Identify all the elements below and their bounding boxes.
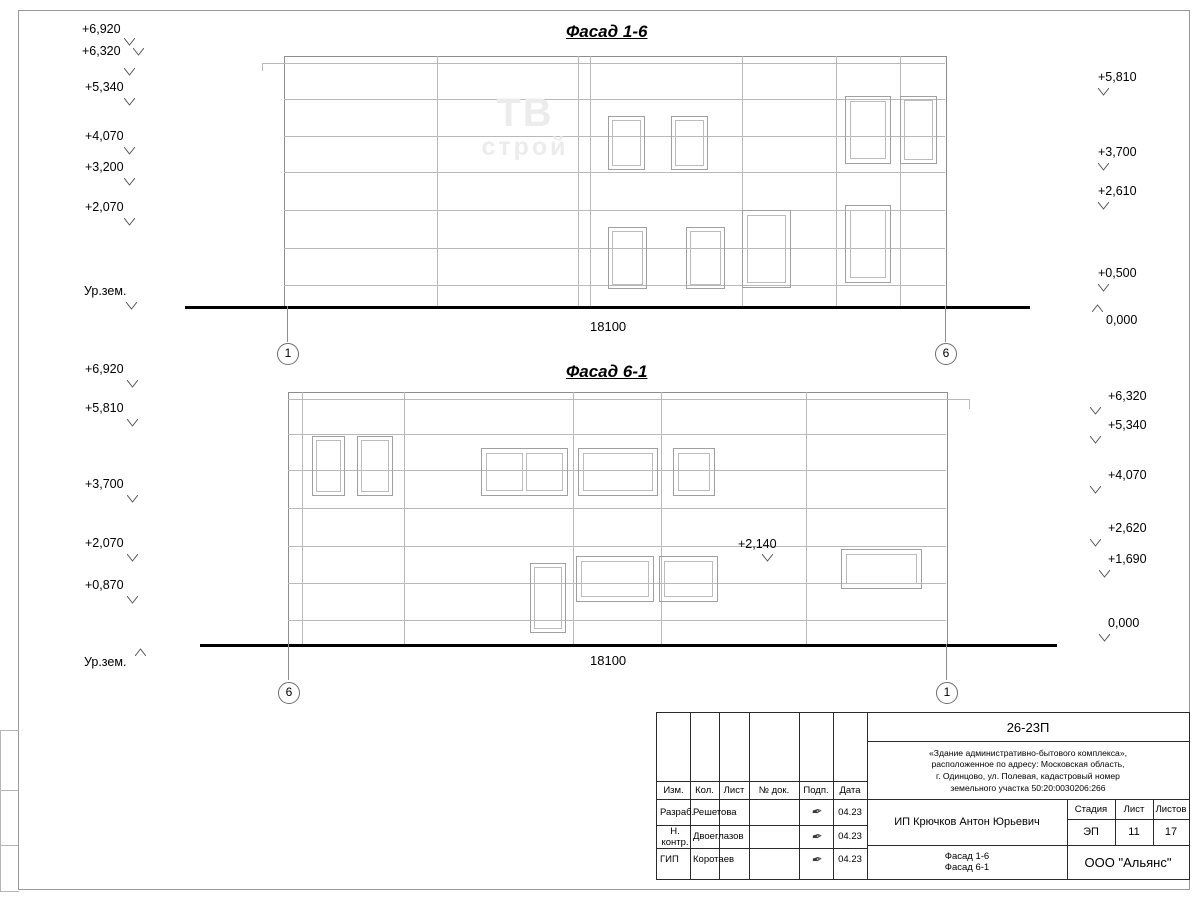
axis-marker: 6 <box>935 343 957 365</box>
window <box>659 556 718 602</box>
level-arrow-icon <box>133 48 144 56</box>
level-mark-right: +5,810 <box>1098 70 1137 84</box>
window-pane <box>361 440 389 492</box>
level-arrow-icon <box>762 554 773 562</box>
window-pane <box>581 561 649 597</box>
door-panel <box>612 231 643 285</box>
window-pane <box>675 120 704 166</box>
company-name: ООО "Альянс" <box>1084 854 1172 870</box>
stamp-col-kol: Кол. <box>695 784 714 796</box>
window <box>481 448 568 496</box>
level-arrow-icon <box>1098 202 1109 210</box>
window-pane <box>678 453 710 491</box>
stamp-role: Н. контр. <box>661 825 689 848</box>
level-arrow-icon <box>135 648 146 656</box>
level-mark-left: +2,070 <box>85 536 124 550</box>
level-mark-left: +5,810 <box>85 401 124 415</box>
level-mark-left: +6,920 <box>82 22 121 36</box>
inner-level-note: +2,140 <box>738 537 777 551</box>
ground-level-label: Ур.зем. <box>84 284 127 298</box>
door-panel <box>534 567 562 629</box>
list-label: Лист <box>1123 803 1145 815</box>
level-arrow-icon <box>124 98 135 106</box>
axis-marker: 1 <box>936 682 958 704</box>
window <box>673 448 715 496</box>
list-value: 11 <box>1128 826 1140 838</box>
level-arrow-icon <box>124 38 135 46</box>
axis-marker: 6 <box>278 682 300 704</box>
stamp-date: 04.23 <box>838 831 862 842</box>
level-mark-left: +3,700 <box>85 477 124 491</box>
level-arrow-icon <box>127 596 138 604</box>
level-mark-right: +4,070 <box>1108 468 1147 482</box>
window-pane <box>846 554 917 584</box>
facade-joint-line <box>573 392 574 644</box>
level-arrow-icon <box>127 495 138 503</box>
window-pane <box>316 440 341 492</box>
axis-marker: 1 <box>277 343 299 365</box>
window <box>576 556 654 602</box>
level-arrow-icon <box>126 302 137 310</box>
stamp-col-date: Дата <box>839 784 861 796</box>
facade-band-line <box>284 172 945 173</box>
window-pane <box>850 210 886 278</box>
dimension-tick <box>287 306 288 342</box>
level-arrow-icon <box>1090 486 1101 494</box>
stage-value: ЭП <box>1083 826 1099 838</box>
facade-6-1-title: Фасад 6-1 <box>566 362 648 381</box>
facade-joint-line <box>404 392 405 644</box>
level-mark-right: +2,610 <box>1098 184 1137 198</box>
facade-joint-line <box>661 392 662 644</box>
level-arrow-icon <box>1099 634 1110 642</box>
stamp-signature: ✒ <box>809 827 823 845</box>
overall-dimension: 18100 <box>590 653 627 668</box>
level-arrow-icon <box>124 147 135 155</box>
level-mark-right: +1,690 <box>1108 552 1147 566</box>
level-arrow-icon <box>1098 88 1109 96</box>
customer-name: ИП Крючков Антон Юрьевич <box>894 816 1040 828</box>
dimension-tick <box>945 306 946 342</box>
lists-total-value: 17 <box>1164 826 1178 838</box>
door <box>608 227 647 289</box>
level-arrow-icon <box>124 178 135 186</box>
door-panel <box>690 231 721 285</box>
dimension-tick <box>288 644 289 680</box>
stamp-col-sign: Подп. <box>803 784 829 796</box>
level-arrow-icon <box>1090 407 1101 415</box>
facade-band-line <box>288 434 946 435</box>
window-pane <box>664 561 713 597</box>
watermark-logo: ТВ строй <box>481 91 569 161</box>
doc-code: 26-23П <box>1006 719 1050 735</box>
window <box>671 116 708 170</box>
stamp-col-list: Лист <box>723 784 745 796</box>
level-arrow-icon <box>1090 436 1101 444</box>
level-arrow-icon <box>1098 284 1109 292</box>
level-mark-right: +3,700 <box>1098 145 1137 159</box>
window-pane <box>850 101 886 159</box>
facade-band-line <box>288 508 946 509</box>
building-outline <box>288 392 948 646</box>
dimension-tick <box>946 644 947 680</box>
lists-total-label: Листов <box>1155 803 1187 815</box>
window <box>608 116 645 170</box>
door-panel <box>747 215 786 283</box>
level-mark-left: +4,070 <box>85 129 124 143</box>
door <box>742 210 791 288</box>
stage-label: Стадия <box>1074 803 1108 815</box>
level-arrow-icon <box>1098 163 1109 171</box>
level-mark-left: +3,200 <box>85 160 124 174</box>
left-margin-divider-2 <box>0 845 18 846</box>
stamp-signature: ✒ <box>809 850 823 868</box>
level-mark-right: +5,340 <box>1108 418 1147 432</box>
window <box>845 96 891 164</box>
stamp-col-docnum: № док. <box>758 784 790 796</box>
facade-joint-line <box>900 56 901 306</box>
window <box>357 436 393 496</box>
stamp-col-izm: Изм. <box>663 784 684 796</box>
parapet-line <box>288 399 970 400</box>
window-pane <box>526 453 563 491</box>
stamp-name: Решетова <box>693 806 737 818</box>
facade-1-6-title: Фасад 1-6 <box>566 22 648 41</box>
level-mark-left: +2,070 <box>85 200 124 214</box>
level-mark-left: +6,920 <box>85 362 124 376</box>
ground-level-label: Ур.зем. <box>84 655 127 669</box>
window <box>845 205 891 283</box>
window <box>841 549 922 589</box>
stamp-signature: ✒ <box>809 803 823 820</box>
left-margin-divider-1 <box>0 790 18 791</box>
stamp-name: Двоеглазов <box>693 831 744 842</box>
level-arrow-icon <box>127 554 138 562</box>
level-arrow-icon <box>127 419 138 427</box>
level-mark-right: +0,500 <box>1098 266 1137 280</box>
window-pane <box>486 453 523 491</box>
facade-joint-line <box>437 56 438 306</box>
window <box>578 448 658 496</box>
door <box>530 563 566 633</box>
level-mark-right: 0,000 <box>1108 616 1140 630</box>
object-description: «Здание административно-бытового комплекса», расположенное по адресу: Московская область, г. Одинцово, ул. Полевая, кадастровый номер земельного участка 50:20:0030206:266 <box>929 747 1127 793</box>
ground-line <box>185 306 1030 309</box>
facade-band-line <box>288 546 946 547</box>
facade-joint-line <box>806 392 807 644</box>
level-arrow-icon <box>1090 539 1101 547</box>
stamp-date: 04.23 <box>838 854 862 865</box>
level-arrow-icon <box>1099 570 1110 578</box>
level-arrow-icon <box>127 380 138 388</box>
level-mark-left: +5,340 <box>85 80 124 94</box>
overall-dimension: 18100 <box>590 319 627 334</box>
facade-joint-line <box>590 56 591 306</box>
level-mark-left: +6,320 <box>82 44 121 58</box>
stamp-role: Разраб. <box>660 806 695 818</box>
window-pane <box>583 453 653 491</box>
stamp-rule <box>867 741 1189 742</box>
facade-joint-line <box>302 392 303 644</box>
window <box>900 96 937 164</box>
sheet-content: Фасад 1-6 Фасад 6-1 <box>944 851 990 873</box>
title-block <box>656 712 1190 880</box>
level-mark-right: +6,320 <box>1108 389 1147 403</box>
level-arrow-icon <box>1092 304 1103 312</box>
facade-band-line <box>288 620 946 621</box>
stamp-date: 04.23 <box>838 806 862 818</box>
parapet-line <box>262 63 945 64</box>
parapet-edge <box>969 399 970 409</box>
stamp-name: Коротаев <box>693 854 735 865</box>
level-mark-right: +2,620 <box>1108 521 1147 535</box>
level-mark-right: 0,000 <box>1106 313 1138 327</box>
level-mark-left: +0,870 <box>85 578 124 592</box>
door <box>686 227 725 289</box>
stamp-role: ГИП <box>660 854 679 865</box>
facade-joint-line <box>836 56 837 306</box>
left-margin-stub <box>0 730 19 892</box>
parapet-edge <box>262 63 263 71</box>
level-arrow-icon <box>124 218 135 226</box>
ground-line <box>200 644 1057 647</box>
level-arrow-icon <box>124 68 135 76</box>
window-pane <box>612 120 641 166</box>
window <box>312 436 345 496</box>
window-pane <box>904 100 933 160</box>
